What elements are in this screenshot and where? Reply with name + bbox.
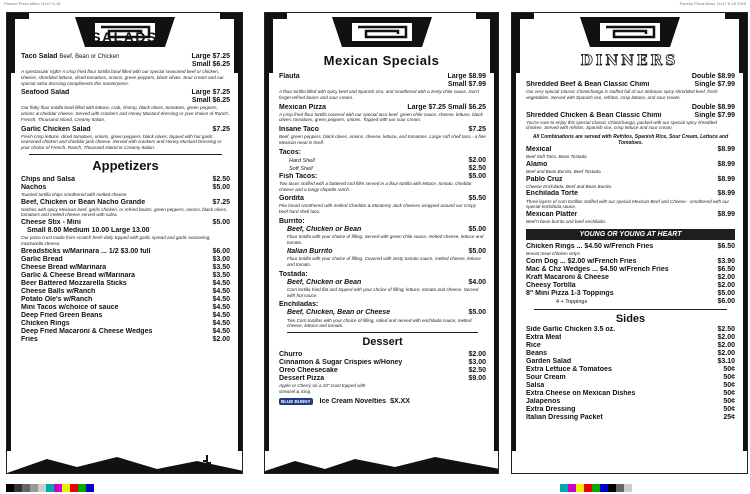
burrito-desc: Flour tortilla with your choice of filling. Served with green chile sauce, melted cheese, lettuce and tomato. xyxy=(287,233,484,245)
salads-title: SALADS xyxy=(91,29,158,45)
chimi-beef-row: Shredded Beef & Bean Classic Chimi Single $7.99 xyxy=(526,81,735,89)
dessert-title: Dessert xyxy=(362,335,403,348)
fish-tacos-row: Fish Tacos: $5.00 xyxy=(279,172,486,180)
print-header-left: Pancho Pizza Menu 11x17 6-18 xyxy=(4,1,61,6)
left-border-pattern xyxy=(7,51,16,451)
combo-desc: Three layers of corn tortillas stuffed with our special Mexican Beef and Cheese - smothered with our special enchilada sauce. xyxy=(526,198,729,210)
kids-desc: Breast meat chicken strips xyxy=(526,250,580,256)
tostada-desc: Corn tortilla fried flat and topped with your choice of filling, lettuce, tomato and cheese. Served with hot sauce. xyxy=(287,286,479,298)
kids-row: Kraft Macaroni & Cheese $2.00 xyxy=(526,273,735,281)
appetizer-desc: Toasted tortilla chips smothered with melted cheese xyxy=(21,191,127,197)
seafood-salad-row: Seafood Salad Large $7.25 xyxy=(21,89,230,97)
enchiladas-desc: Two Corn tortillas with your choice of filling, rolled and served with enchilada sauce, melted cheese, lettuce and tomato. xyxy=(287,317,472,329)
combo-desc: Cheese Enchilada, Beef and Bean Burrito. xyxy=(526,183,613,189)
side-row: Extra Dressing 50¢ xyxy=(526,406,735,414)
soft-shell-row: Soft Shell $2.50 xyxy=(289,164,486,172)
appetizers-title: Appetizers xyxy=(92,157,159,173)
desert-cactus-footer xyxy=(7,451,243,473)
enchiladas-row: Beef, Chicken, Bean or Cheese $5.00 xyxy=(287,309,486,317)
kids-row: 4 + Toppings $6.00 xyxy=(556,297,735,305)
dinners-title: DINNERS xyxy=(580,53,679,69)
print-header-right: Pancho Pizza Menu 11x17 6-18 2009 xyxy=(679,1,746,6)
combo-desc: Beef'n bean burrito and beef enchilada. xyxy=(526,219,607,225)
taco-salad-desc: A spectacular sight! A crisp fried flour tortilla bowl filled with our special seasoned beef or chicken, cheese, shredded lettuce, diced tomatoes, onions, green peppers, black olives. Sour cream and our special salsa dressing compliments this masterpiece. xyxy=(21,69,224,86)
appetizer-row: Cheese Bread w/Marinara $3.50 xyxy=(21,263,230,271)
blue-bunny-logo: BLUE BUNNY xyxy=(281,398,311,404)
appetizer-row: Garlic Bread $3.00 xyxy=(21,255,230,263)
right-border-pattern xyxy=(489,51,498,451)
sides-title: Sides xyxy=(615,312,646,325)
side-row: Extra Meat $2.00 xyxy=(526,333,735,341)
fish-tacos-desc: Two tacos stuffed with a battered cod fillet served in a flour tortilla with lettuce, tomato, cheddar cheese and a tangy chipotle ranch. xyxy=(279,180,472,192)
side-row: Sour Cream 50¢ xyxy=(526,374,735,382)
print-color-bar-right xyxy=(560,484,632,492)
dessert-row: Churro $2.00 xyxy=(279,350,486,358)
desert-cactus-footer xyxy=(265,451,499,473)
combo-desc: Beef Soft Taco, Bean Tostada xyxy=(526,154,587,160)
chimi-beef-double: Double $8.99 xyxy=(691,73,735,80)
appetizer-row: Cheese Balls w/Ranch $4.50 xyxy=(21,287,230,295)
side-row: Garden Salad $3.10 xyxy=(526,358,735,366)
section-divider xyxy=(287,332,478,333)
combo-desc: Beef and Bean Burrito, Beef Tostada xyxy=(526,168,601,174)
enchiladas-label: Enchiladas: xyxy=(279,301,319,309)
kids-row: Mac & Chz Wedges ... $4.50 w/French Fries $6.50 xyxy=(526,265,735,273)
appetizer-row: Mini Tacos w/choice of sauce $4.50 xyxy=(21,304,230,312)
combo-row: Mexican Platter $8.99 xyxy=(526,210,735,218)
appetizer-desc: Our pizza crust made from scratch fresh daily topped with garlic spread and garlic seasoning, mozzarella cheese. xyxy=(21,235,211,247)
appetizer-row: Deep Fried Macaroni & Cheese Wedges $4.50 xyxy=(21,328,230,336)
combo-row: Enchilada Torte $8.99 xyxy=(526,190,735,198)
combination-note: All Combinations are served with Refritos, Spanish Rice, Sour Cream, Lettuce and Tomatoes. xyxy=(532,134,729,147)
mexican-pizza-desc: A crisp fried flour tortilla covered with our special taco beef, green chile sauce, cheese, lettuce, black olives, tomatoes, green peppers, onions. Topped with our sour cream. xyxy=(279,111,483,123)
left-border-pattern xyxy=(512,51,521,451)
appetizer-row: Cheese Stix - Mini $5.00 xyxy=(21,219,230,227)
salads-panel xyxy=(6,12,243,474)
gordita-row: Gordita $5.50 xyxy=(279,195,486,203)
dessert-row: Cinnamon & Sugar Crispies w/Honey $3.00 xyxy=(279,359,486,367)
seafood-salad-desc: Our flaky flour tortilla bowl filled with lettuce, crab, shrimp, black olives, tomatoes, green peppers, onions & cheddar cheese. Served with crackers and Honey Mustard dressing or your choice of Ranch, French, Thousand Island, Creamy Italian. xyxy=(21,105,230,122)
section-divider xyxy=(534,309,727,310)
chimi-chicken-row: Shredded Chicken & Bean Classic Chimi Single $7.99 xyxy=(526,111,735,119)
italian-burrito-row: Italian Burrito $5.00 xyxy=(287,248,486,256)
combo-row: Alamo $8.99 xyxy=(526,160,735,168)
chimi-chicken-desc: You're sure to enjoy this special Classic Chimichanga, packed with our special spicy shredded chicken. Served with refritos, Spanish rice, crisp lettuce and sour cream. xyxy=(526,119,718,131)
insane-taco-desc: Beef, green peppers, black olives, onions, cheese, lettuce, and tomatoes. Large soft shell taco - a fine Mexican meal in itself. xyxy=(279,134,486,145)
dinners-panel xyxy=(511,12,748,474)
appetizer-row: Potato Ole's w/Ranch $4.50 xyxy=(21,296,230,304)
print-header xyxy=(0,0,750,8)
appetizer-row: Deep Fried Green Beans $4.50 xyxy=(21,312,230,320)
appetizer-row: Breadsticks w/Marinara ... 1/2 $3.00 full $6.00 xyxy=(21,247,230,255)
appetizer-row: Nachos $5.00 xyxy=(21,183,230,191)
tacos-label: Tacos: xyxy=(279,148,302,156)
dessert-row: Dessert Pizza $9.00 xyxy=(279,375,486,383)
taco-salad-small: Small $6.25 xyxy=(191,61,230,69)
chimi-beef-desc: Our very special Classic Chimichanga is stuffed full of our delicious spicy shredded beef, fresh vegetables. Served with Spanish rice, refritos, crisp lettuce, and sour cream. xyxy=(526,89,718,100)
print-color-bar-left xyxy=(6,484,94,492)
cheese-stix-sizes: Small 8.00 Medium 10.00 Large 13.00 xyxy=(27,227,150,235)
appetizer-row: Beer Battered Mozzarella Sticks $4.50 xyxy=(21,279,230,287)
combo-row: Mexical $8.99 xyxy=(526,146,735,154)
tostada-label: Tostada: xyxy=(279,270,308,278)
aztec-header-ornament xyxy=(265,13,498,51)
insane-taco-row: Insane Taco $7.25 xyxy=(279,126,486,134)
garlic-chicken-salad-row: Garlic Chicken Salad $7.25 xyxy=(21,125,230,133)
burrito-row: Beef, Chicken or Bean $5.00 xyxy=(287,225,486,233)
section-divider xyxy=(29,154,222,155)
flauta-row: Flauta Large $8.99 xyxy=(279,73,486,80)
flauta-small: Small $7.99 xyxy=(447,81,486,89)
appetizer-row: Garlic & Cheese Bread w/Marinara $3.50 xyxy=(21,271,230,279)
young-at-heart-banner: YOUNG OR YOUNG AT HEART xyxy=(526,229,735,240)
garlic-chicken-salad-desc: Fresh crisp lettuce, diced tomatoes, onions, green peppers, black olives, topped with hot garlic seasoned chicken and cheddar jack cheese. Served with crackers and Honey Mustard Dressing or your choice of French, Ranch, Thousand Island or Creamy Italian. xyxy=(21,133,222,151)
appetizer-row: Chicken Rings $4.50 xyxy=(21,320,230,328)
side-row: Jalapenos 50¢ xyxy=(526,398,735,406)
appetizer-row: Beef, Chicken or Bean Nacho Grande $7.25 xyxy=(21,198,230,206)
mexican-pizza-row: Mexican Pizza Large $7.25 Small $6.25 xyxy=(279,103,486,111)
ice-cream-row: BLUE BUNNY Ice Cream Novelties $X.XX xyxy=(281,397,410,405)
kids-row: Corn Dog ... $2.00 w/French Fries $3.90 xyxy=(526,257,735,265)
side-row: Beans $2.00 xyxy=(526,349,735,357)
kids-row: Chicken Rings ... $4.50 w/French Fries $6.50 xyxy=(526,242,735,250)
kids-row: 8" Mini Pizza 1-3 Toppings $5.00 xyxy=(526,289,735,297)
appetizer-desc: Nachos with spicy Mexican beef, garlic chicken, or refried beans, green peppers, onions, black olives, tomatoes and melted cheese served with salsa. xyxy=(21,206,228,218)
appetizer-row: Chips and Salsa $2.50 xyxy=(21,175,230,183)
kids-row: Cheesy Tortilla $2.00 xyxy=(526,281,735,289)
flauta-desc: A flour tortilla filled with spicy beef and Spanish rice, and smothered with a zesty chile sauce. Don't forget refried beans and sour cream. xyxy=(279,89,480,100)
side-row: Extra Cheese on Mexican Dishes 50¢ xyxy=(526,390,735,398)
chimi-chicken-double: Double $8.99 xyxy=(691,103,735,111)
right-border-pattern xyxy=(233,51,242,451)
dessert-row: Oreo Cheesecake $2.50 xyxy=(279,367,486,375)
burrito-label: Burrito: xyxy=(279,217,305,225)
left-border-pattern xyxy=(265,51,274,451)
side-row: Salsa 50¢ xyxy=(526,382,735,390)
side-row: Italian Dressing Packet 25¢ xyxy=(526,414,735,422)
combo-row: Pablo Cruz $8.99 xyxy=(526,175,735,183)
aztec-header-ornament xyxy=(512,13,747,51)
side-row: Rice $2.00 xyxy=(526,341,735,349)
taco-salad-row: Taco Salad Beef, Bean or Chicken Large $7.25 xyxy=(21,53,230,60)
italian-burrito-desc: Flour tortilla with your choice of filling. Covered with zesty tomato sauce, melted cheese, lettuce and tomato. xyxy=(287,256,481,268)
dessert-pizza-desc: Apple or Cherry on a 10" crust topped with streusel & icing xyxy=(279,383,366,394)
side-row: Extra Lettuce & Tomatoes 50¢ xyxy=(526,366,735,374)
appetizer-row: Fries $2.00 xyxy=(21,336,230,344)
seafood-salad-small: Small $6.25 xyxy=(191,97,230,105)
right-border-pattern xyxy=(738,51,747,451)
mexican-specials-title: Mexican Specials xyxy=(323,53,440,68)
side-row: Side Garlic Chicken 3.5 oz. $2.50 xyxy=(526,325,735,333)
hard-shell-row: Hard Shell $2.00 xyxy=(289,156,486,164)
tostada-row: Beef, Chicken or Bean $4.00 xyxy=(287,278,486,286)
specials-panel xyxy=(264,12,499,474)
gordita-desc: Pita bread smothered with melted Cheddar & Monterey Jack cheeses wrapped around our crispy beef hard shell taco. xyxy=(279,203,476,215)
